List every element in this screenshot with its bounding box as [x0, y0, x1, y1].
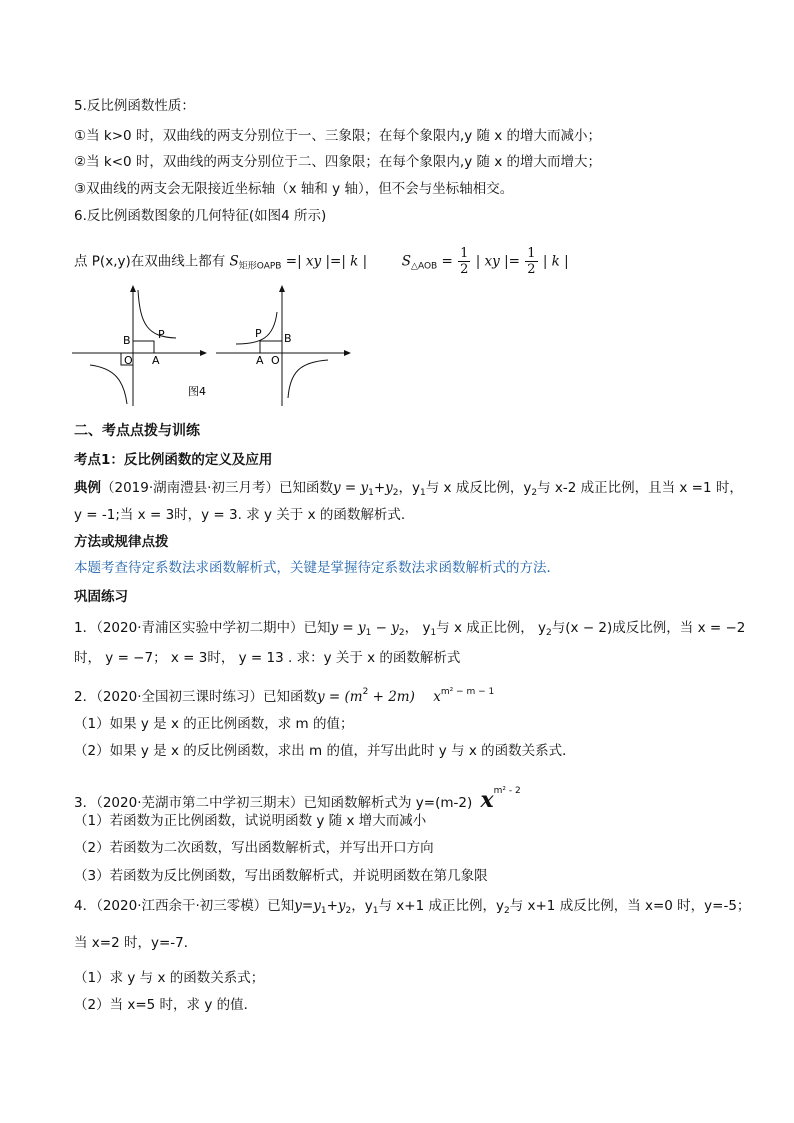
q4-sub-1: （1）求 y 与 x 的函数关系式；: [74, 970, 265, 986]
q2-sub-1: （1）如果 y 是 x 的正比例函数，求 m 的值；: [74, 716, 354, 732]
rect-area-formula: =| xy |=| k |: [285, 253, 368, 270]
right-hyperbola-branch-2: [288, 360, 328, 398]
label-p-right: P: [255, 327, 262, 340]
q1-line-2: 时， y = −7； x = 3时， y = 13 . 求：y 关于 x 的函数解析式: [74, 650, 461, 666]
example-line-2: y = -1;当 x = 3时，y = 3. 求 y 关于 x 的函数解析式.: [74, 507, 406, 523]
property-heading: 5.反比例函数性质：: [74, 98, 195, 114]
q4-eq-d: 与 x+1 成正比例，y: [378, 898, 504, 914]
q2-exponent: m² − m − 1: [440, 687, 495, 697]
q4-line-2: 当 x=2 时，y=-7．: [74, 935, 198, 951]
q2-eq-a: y = (m: [317, 689, 363, 705]
q1-sub-1: 1: [365, 628, 372, 638]
property-item-2: ②当 k<0 时，双曲线的两支分别位于二、四象限；在每个象限内,y 随 x 的增大而增大；: [74, 154, 602, 170]
half-fraction: [458, 246, 470, 277]
right-rectangle: [260, 341, 282, 353]
q4-sub-2: （2）当 x=5 时，求 y 的值．: [74, 997, 258, 1013]
figure-caption: 图4: [188, 385, 206, 398]
s-triangle-subscript: △AOB: [411, 261, 438, 272]
s-symbol: S: [229, 253, 239, 270]
label-o-right: O: [271, 354, 280, 367]
method-text: 本题考查待定系数法求函数解析式，关键是掌握待定系数法求函数解析式的方法．: [74, 560, 560, 576]
q1-prefix: 1．（2020·青浦区实验中学初二期中）已知: [74, 620, 331, 636]
area-formula-line: [74, 246, 569, 277]
label-p-left: P: [158, 328, 165, 341]
q1-sub-4: 2: [546, 628, 552, 638]
example-eq-a: y = y: [332, 480, 369, 496]
example-eq-d: 与 x 成反比例，y: [425, 480, 532, 496]
sub-1b: 1: [420, 488, 426, 498]
topic-1-title: 考点1：反比例函数的定义及应用: [74, 452, 273, 468]
example-label: 典例: [74, 480, 101, 496]
k-abs: | k |: [542, 253, 569, 270]
q1-eq-e: 与(x − 2)成反比例，当 x = −2: [551, 620, 746, 636]
fraction-denominator-2: 2: [527, 262, 536, 277]
sub-2a: 2: [392, 488, 399, 498]
sub-1a: 1: [368, 488, 374, 498]
left-rectangle: [133, 341, 154, 353]
q1-eq-b: − y: [371, 620, 399, 636]
q1-eq-d: 与 x 成正比例， y: [436, 620, 547, 636]
section-title: 二、考点点拨与训练: [74, 423, 200, 439]
q2-prefix: 2．（2020·全国初三课时练习）已知函数: [74, 689, 317, 705]
fraction-numerator-2: 1: [527, 246, 536, 261]
q2-eq-b: + 2m): [368, 689, 415, 705]
q3-line-1: [74, 781, 521, 813]
figure-4: [66, 280, 366, 410]
q3-exponent: m² - 2: [493, 786, 521, 796]
fraction-numerator: 1: [460, 246, 469, 261]
geometry-heading: 6.反比例函数图象的几何特征(如图4 所示): [74, 208, 327, 224]
s-rect-subscript: 矩形OAPB: [238, 261, 282, 272]
q3-sub-3: （3）若函数为反比例函数，写出函数解析式，并说明函数在第几象限: [74, 868, 488, 884]
q3-prefix: 3．（2020·芜湖市第二中学初三期末）已知函数解析式为 y=(m-2): [74, 795, 473, 811]
label-b-right: B: [284, 332, 292, 345]
example-line-1: [74, 478, 743, 503]
equals-sign: =: [441, 253, 453, 270]
practice-title: 巩固练习: [74, 589, 128, 605]
q4-sub-4: 2: [503, 906, 510, 916]
q1-sub-3: 1: [430, 628, 437, 638]
sub-2b: 2: [531, 488, 538, 498]
q1-line-1: [74, 618, 745, 643]
point-text: 点 P(x,y)在双曲线上都有: [74, 253, 226, 270]
half-fraction-2: [525, 246, 537, 277]
q1-sub-2: 2: [398, 628, 405, 638]
q4-eq-c: ，y: [351, 898, 373, 914]
label-b-left: B: [123, 334, 131, 347]
q4-prefix: 4．（2020·江西余干·初三零模）已知: [74, 898, 295, 914]
label-a-right: A: [256, 354, 264, 367]
q4-sub-2: 2: [345, 906, 352, 916]
q4-sub-1: 1: [320, 906, 327, 916]
label-o-left: O: [124, 354, 133, 367]
label-a-left: A: [152, 354, 160, 367]
q1-eq-a: y = y: [330, 620, 366, 636]
q4-sub-3: 1: [372, 906, 379, 916]
method-title: 方法或规律点拨: [74, 534, 169, 550]
q3-x: x: [480, 787, 494, 813]
property-item-1: ①当 k>0 时，双曲线的两支分别位于一、三象限；在每个象限内,y 随 x 的增大而减小；: [74, 128, 602, 144]
q2-sup-2: 2: [362, 687, 369, 697]
q4-eq-a: y=y: [294, 898, 321, 914]
q3-sub-2: （2）若函数为二次函数，写出函数解析式，并写出开口方向: [74, 840, 434, 856]
example-eq-b: +y: [373, 480, 393, 496]
q2-x: x: [433, 689, 441, 705]
left-hyperbola-branch-1: [138, 290, 176, 338]
q2-line-1: [74, 682, 494, 707]
example-eq-e: 与 x-2 成正比例，且当 x =1 时，: [537, 480, 743, 496]
example-text: （2019·湖南澧县·初三月考）已知函数: [101, 480, 333, 496]
q3-sub-1: （1）若函数为正比例函数，试说明函数 y 随 x 增大而减小: [74, 813, 427, 829]
example-eq-c: ，y: [398, 480, 421, 496]
q4-eq-b: +y: [326, 898, 346, 914]
fraction-denominator: 2: [460, 262, 469, 277]
xy-abs: | xy |=: [475, 253, 520, 270]
s-symbol-2: S: [401, 253, 412, 270]
q4-line-1: [74, 896, 750, 921]
left-hyperbola-branch-2: [90, 365, 127, 404]
q2-sub-2: （2）如果 y 是 x 的反比例函数，求出 m 的值，并写出此时 y 与 x 的函数关系式．: [74, 743, 576, 759]
q4-eq-e: 与 x+1 成反比例，当 x=0 时，y=-5；: [509, 898, 751, 914]
property-item-3: ③双曲线的两支会无限接近坐标轴（x 轴和 y 轴），但不会与坐标轴相交。: [74, 181, 514, 197]
q1-eq-c: ， y: [404, 620, 431, 636]
